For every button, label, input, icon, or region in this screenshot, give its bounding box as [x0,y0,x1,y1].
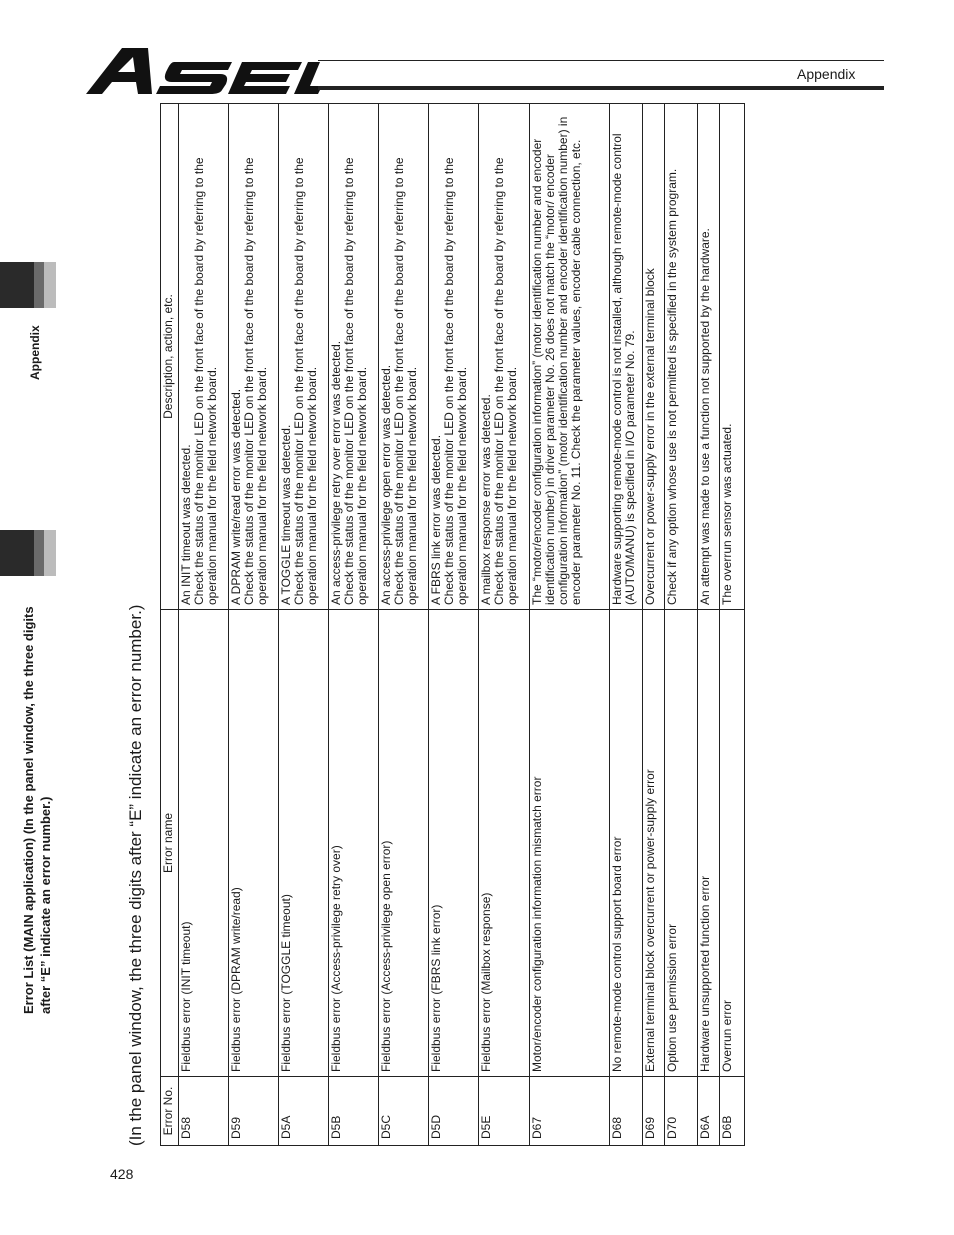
error-name: Overrun error [719,610,744,1077]
error-no: D59 [229,1077,279,1146]
error-description [697,104,719,610]
error-description [379,104,429,610]
desc-line: Check the status of the monitor LED on the front face of the board by referring to the operation manual for the field network board. [392,157,420,605]
error-description [329,104,379,610]
header-error-no: Error No. [161,1077,179,1146]
table-row [697,104,719,1146]
desc-line: An attempt was made to use a function not supported by the hardware. [697,228,712,605]
error-name: Fieldbus error (Access-privilege retry over) [329,610,379,1077]
error-no: D5A [279,1077,329,1146]
desc-line: A TOGGLE timeout was detected. [279,424,294,605]
error-no: D5C [379,1077,429,1146]
table-row [379,104,429,1146]
error-description [609,104,642,610]
error-name: Hardware unsupported function error [697,610,719,1077]
desc-line: Overcurrent or power-supply error in the external terminal block [642,268,657,605]
error-name: Fieldbus error (INIT timeout) [179,610,229,1077]
error-name: Motor/encoder configuration information mismatch error [529,610,609,1077]
sidebar-appendix-label: Appendix [28,325,42,380]
error-name: Fieldbus error (Mailbox response) [479,610,529,1077]
desc-line: The overrun sensor was actuated. [719,423,734,605]
header-error-name: Error name [161,610,179,1077]
header-rule-thin [318,60,884,61]
error-name: No remote-mode control support board error [609,610,642,1077]
error-no: D67 [529,1077,609,1146]
table-row [479,104,529,1146]
error-no: D5B [329,1077,379,1146]
error-no: D69 [642,1077,664,1146]
table-row [229,104,279,1146]
error-table-container [160,116,745,1146]
desc-line: A DPRAM write/read error was detected. [229,388,244,605]
table-row [429,104,479,1146]
error-no: D70 [664,1077,697,1146]
desc-line: A mailbox response error was detected. [479,394,494,605]
desc-line: Check the status of the monitor LED on the front face of the board by referring to the operation manual for the field network board. [492,157,520,605]
error-name: External terminal block overcurrent or power-supply error [642,610,664,1077]
asel-logo [82,42,322,98]
desc-line: Check the status of the monitor LED on the front face of the board by referring to the operation manual for the field network board. [342,157,370,605]
error-no: D6B [719,1077,744,1146]
desc-line: The “motor/encoder configuration information” (motor identification number and encoder identification number) in driver parameter No. 26 does not match the “motor/ encoder configuration information” (motor identification number and encoder identification number) in encoder parameter No. 11. Check the parameter values, encoder cable connection, etc. [529,116,583,605]
error-name: Fieldbus error (FBRS link error) [429,610,479,1077]
error-description [642,104,664,610]
desc-line: An access-privilege retry over error was detected. [329,340,344,605]
header-rule-thick [318,86,884,90]
header-description: Description, action, etc. [161,104,179,610]
error-name: Fieldbus error (Access-privilege open error) [379,610,429,1077]
desc-line: Check the status of the monitor LED on the front face of the board by referring to the operation manual for the field network board. [442,157,470,605]
error-no: D5D [429,1077,479,1146]
error-name: Option use permission error [664,610,697,1077]
desc-line: Check if any option whose use is not permitted is specified in the system program. [664,168,679,605]
error-description [719,104,744,610]
table-row [664,104,697,1146]
error-description [529,104,609,610]
error-description [229,104,279,610]
side-section-title: Error List (MAIN application) (In the panel window, the three digits after “E” indicate an error number.) [21,606,53,1014]
table-row [279,104,329,1146]
table-row [329,104,379,1146]
error-no: D58 [179,1077,229,1146]
table-row [642,104,664,1146]
desc-line: A FBRS link error was detected. [429,434,444,605]
side-tab-marker-bottom [0,530,56,576]
error-description [479,104,529,610]
table-header-row [161,104,179,1146]
error-description [179,104,229,610]
table-caption: (In the panel window, the three digits after “E” indicate an error number.) [126,604,145,1146]
error-table [160,103,745,1146]
desc-line: An access-privilege open error was detected. [379,364,394,605]
error-no: D5E [479,1077,529,1146]
header-section-label: Appendix [797,66,856,82]
side-tab-marker-top [0,262,56,308]
error-description [664,104,697,610]
error-no: D6A [697,1077,719,1146]
table-row [719,104,744,1146]
error-name: Fieldbus error (DPRAM write/read) [229,610,279,1077]
table-row [609,104,642,1146]
error-description [279,104,329,610]
desc-line: Check the status of the monitor LED on the front face of the board by referring to the operation manual for the field network board. [242,157,270,605]
table-row [179,104,229,1146]
desc-line: An INIT timeout was detected. [179,444,193,605]
table-row [529,104,609,1146]
error-no: D68 [609,1077,642,1146]
error-name: Fieldbus error (TOGGLE timeout) [279,610,329,1077]
desc-line: Check the status of the monitor LED on the front face of the board by referring to the operation manual for the field network board. [192,157,219,605]
desc-line: Hardware supporting remote-mode control is not installed, although remote-mode control (AUTO/MANU) is specified in I/O parameter No. 79. [609,133,637,605]
desc-line: Check the status of the monitor LED on the front face of the board by referring to the operation manual for the field network board. [292,157,320,605]
page-number: 428 [110,1166,134,1182]
error-description [429,104,479,610]
